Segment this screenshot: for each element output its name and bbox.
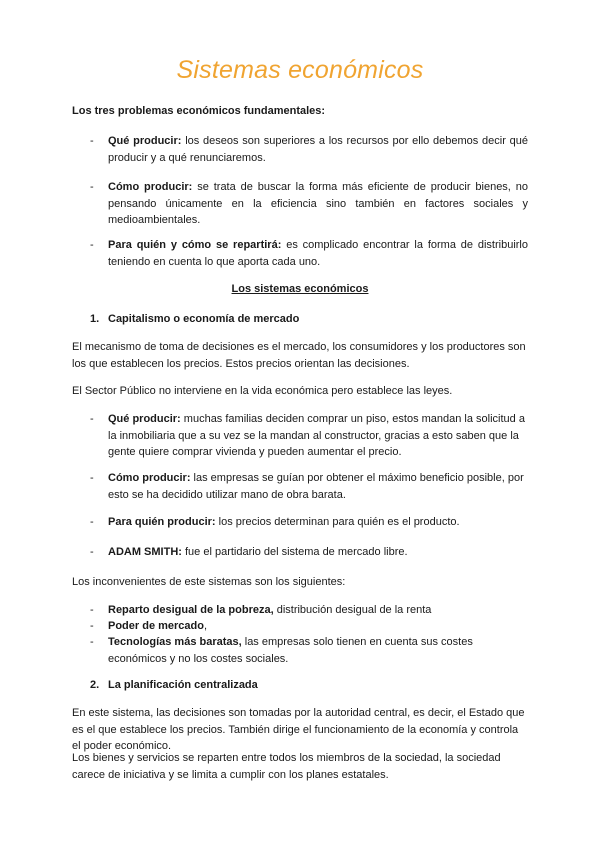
paragraph-inconvenientes: Los inconvenientes de este sistemas son los siguientes:	[72, 576, 346, 588]
list-item-que-producir-2	[108, 411, 528, 461]
list-item-para-quien	[108, 237, 528, 270]
bullet-dash: -	[90, 135, 94, 147]
paragraph-mecanismo: El mecanismo de toma de decisiones es el mercado, los consumidores y los productores son los que establecen los precios. Estos precios orientan las decisiones.	[72, 341, 526, 370]
item-text: los deseos son superiores a los recursos por ello debemos decir qué producir y a qué renunciaremos.	[108, 135, 528, 164]
subsection-number: 2.	[90, 679, 100, 691]
list-item-poder-mercado	[108, 618, 528, 635]
list-item-como-producir	[108, 179, 528, 229]
section-heading-sistemas: Los sistemas económicos	[231, 283, 369, 295]
item-label: Poder de mercado	[108, 620, 204, 632]
list-item-adam-smith	[108, 544, 528, 561]
item-label: ADAM SMITH:	[108, 546, 182, 558]
bullet-dash: -	[90, 413, 94, 425]
paragraph-planificacion-2: Los bienes y servicios se reparten entre todos los miembros de la sociedad, la sociedad carece de iniciativa y se limita a cumplir con los planes estatales.	[72, 752, 501, 781]
item-label: Cómo producir:	[108, 472, 191, 484]
item-label: Tecnologías más baratas,	[108, 636, 242, 648]
bullet-dash: -	[90, 516, 94, 528]
item-text: ,	[203, 620, 208, 632]
item-text: muchas familias deciden comprar un piso, estos mandan la solicitud a la inmobiliaria que a su vez se la mandan al constructor, gracias a esto saben que la gente quiere comprar vivienda y pueden aumentar el precio.	[108, 413, 525, 458]
bullet-dash: -	[90, 604, 94, 616]
bullet-dash: -	[90, 239, 94, 251]
bullet-dash: -	[90, 181, 94, 193]
list-item-tecnologias	[108, 634, 528, 667]
paragraph-sector-publico: El Sector Público no interviene en la vida económica pero establece las leyes.	[72, 385, 453, 397]
list-item-que-producir	[108, 133, 528, 166]
list-item-como-producir-2	[108, 470, 528, 503]
item-text: las empresas se guían por obtener el máximo beneficio posible, por esto se ha decidido utilizar mano de obra barata.	[108, 472, 524, 501]
bullet-dash: -	[90, 472, 94, 484]
page-title: Sistemas económicos	[176, 56, 424, 84]
subsection-number: 1.	[90, 313, 100, 325]
item-label: Para quién producir:	[108, 516, 216, 528]
bullet-dash: -	[90, 636, 94, 648]
item-text: las empresas solo tienen en cuenta sus costes económicos y no los costes sociales.	[108, 636, 473, 665]
item-label: Qué producir:	[108, 135, 182, 147]
item-label: Cómo producir:	[108, 181, 193, 193]
item-label: Para quién y cómo se repartirá:	[108, 239, 282, 251]
item-text: distribución desigual de la renta	[273, 604, 432, 616]
item-label: Qué producir:	[108, 413, 181, 425]
section-heading-problems: Los tres problemas económicos fundamentales:	[72, 105, 326, 117]
list-item-reparto	[108, 602, 528, 619]
item-text: fue el partidario del sistema de mercado libre.	[181, 546, 408, 558]
bullet-dash: -	[90, 546, 94, 558]
list-item-para-quien-2	[108, 514, 528, 531]
subsection-title-capitalismo: Capitalismo o economía de mercado	[108, 313, 300, 325]
bullet-dash: -	[90, 620, 94, 632]
item-label: Reparto desigual de la pobreza,	[108, 604, 274, 616]
paragraph-planificacion-1: En este sistema, las decisiones son tomadas por la autoridad central, es decir, el Estado que es el que establece los precios. También dirige el funcionamiento de la economía y controla el poder económico.	[72, 707, 525, 752]
item-text: los precios determinan para quién es el producto.	[215, 516, 460, 528]
subsection-title-planificacion: La planificación centralizada	[108, 679, 258, 691]
item-text: es complicado encontrar la forma de distribuirlo teniendo en cuenta lo que aporta cada uno.	[108, 239, 528, 268]
item-text: se trata de buscar la forma más eficiente de producir bienes, no pensando únicamente en la eficiencia sino también en factores sociales y medioambientales.	[108, 181, 528, 226]
